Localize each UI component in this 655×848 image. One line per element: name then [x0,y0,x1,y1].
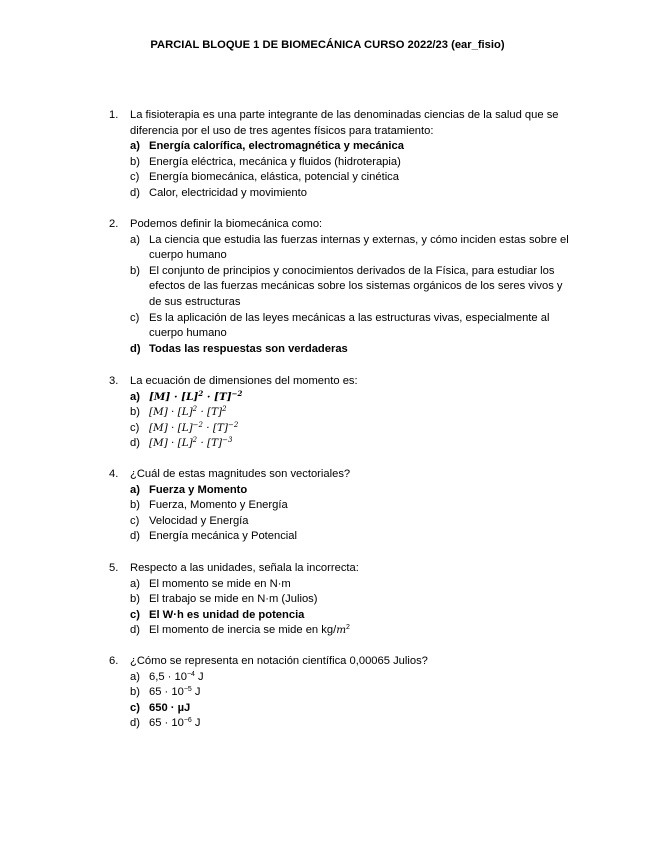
option-letter: a) [130,577,140,590]
option-c [130,514,571,530]
option-b [130,155,571,171]
option-letter: a) [130,670,140,683]
question-number: 3. [109,375,119,387]
option-c [130,701,571,717]
option-text: Velocidad y Energía [149,514,249,527]
option-text: El trabajo se mide en N·m (Julios) [149,593,318,606]
option-a [130,670,571,686]
option-b [130,405,571,421]
option-text: Energía calorífica, electromagnética y mecánica [149,140,404,153]
question-3 [109,374,571,452]
option-b [130,685,571,701]
option-c [130,608,571,624]
option-letter: d) [130,530,140,543]
option-text: Energía biomecánica, elástica, potencial y cinética [149,171,399,184]
option-letter: c) [130,311,140,324]
option-letter: c) [130,701,140,714]
option-text: Fuerza, Momento y Energía [149,499,288,512]
question-number: 2. [109,218,119,230]
question-text: Respecto a las unidades, señala la incorrecta: [130,562,359,574]
option-letter: c) [130,514,140,527]
question-text: La ecuación de dimensiones del momento es: [130,375,358,387]
question-number: 1. [109,109,119,121]
option-letter: b) [130,406,140,419]
option-letter: d) [130,624,140,637]
question-text: Podemos definir la biomecánica como: [130,218,323,230]
option-d [130,436,571,452]
question-2 [109,217,571,357]
option-letter: d) [130,437,140,450]
option-a [130,390,571,406]
option-text: Todas las respuestas son verdaderas [149,342,348,355]
option-text: Calor, electricidad y movimiento [149,186,307,199]
option-letter: a) [130,483,140,496]
question-text: ¿Cuál de estas magnitudes son vectoriales? [130,468,351,480]
option-a [130,577,571,593]
option-d [130,529,571,545]
option-text: El W·h es unidad de potencia [149,608,305,621]
option-letter: d) [130,342,141,355]
option-letter: d) [130,717,140,730]
option-text: El momento de inercia se mide en $kg/m^2$ [149,624,350,637]
question-text: La fisioterapia es una parte integrante de las denominadas ciencias de la salud que se diferencia por el uso de tres agentes físicos para tratamiento: [130,109,559,137]
option-letter: b) [130,593,140,606]
option-text: Fuerza y Momento [149,483,248,496]
option-text: Es la aplicación de las leyes mecánicas a las estructuras vivas, especialmente al cuerpo humano [149,311,550,340]
question-text: ¿Cómo se representa en notación científica 0,00065 Julios? [130,655,428,667]
dimension-formula: $[M] \cdot [L]^2 \cdot [T]^{-2}$ [149,388,243,403]
option-text: $6,5 \cdot 10^{-4}$ J [149,670,204,683]
question-6 [109,654,571,732]
option-letter: b) [130,686,140,699]
option-text: El conjunto de principios y conocimientos derivados de la Física, para estudiar los efectos de las fuerzas mecánicas sobre los sistemas orgánicos de los seres vivos y de sus estructuras [149,264,563,308]
dimension-formula: $[M] \cdot [L]^2 \cdot [T]^2$ [149,405,227,419]
option-letter: a) [130,390,140,403]
option-text: Energía eléctrica, mecánica y fluidos (hidroterapia) [149,155,401,168]
option-letter: c) [130,608,140,621]
option-b [130,264,571,311]
question-5 [109,561,571,639]
option-letter: b) [130,264,140,277]
option-letter: b) [130,499,140,512]
option-text: 650 · µJ [149,701,191,714]
option-letter: d) [130,186,140,199]
option-text: $65 \cdot 10^{-5}$ J [149,686,201,699]
option-b [130,592,571,608]
option-letter: c) [130,171,140,184]
option-a [130,483,571,499]
option-text: La ciencia que estudia las fuerzas internas y externas, y cómo inciden estas sobre el cuerpo humano [149,233,569,262]
option-d [130,186,571,202]
question-1 [109,108,571,202]
option-letter: c) [130,421,140,434]
dimension-formula: $[M] \cdot [L]^2 \cdot [T]^{-3}$ [149,436,233,450]
option-letter: a) [130,140,140,153]
page-title: PARCIAL BLOQUE 1 DE BIOMECÁNICA CURSO 2022/23 (ear_fisio) [150,39,505,51]
option-letter: b) [130,155,140,168]
option-d [130,716,571,732]
question-number: 4. [109,468,119,480]
option-d [130,623,571,639]
question-4 [109,467,571,545]
question-number: 5. [109,562,119,574]
option-text: Energía mecánica y Potencial [149,530,298,543]
option-c [130,421,571,437]
option-a [130,233,571,264]
option-b [130,498,571,514]
option-text: El momento se mide en N·m [149,577,291,590]
dimension-formula: $[M] \cdot [L]^{-2} \cdot [T]^{-2}$ [149,420,239,434]
option-text: $65 \cdot 10^{-6}$ J [149,717,201,730]
option-a [130,139,571,155]
option-c [130,170,571,186]
option-c [130,311,571,342]
option-d [130,342,571,358]
option-letter: a) [130,233,140,246]
question-number: 6. [109,655,119,667]
